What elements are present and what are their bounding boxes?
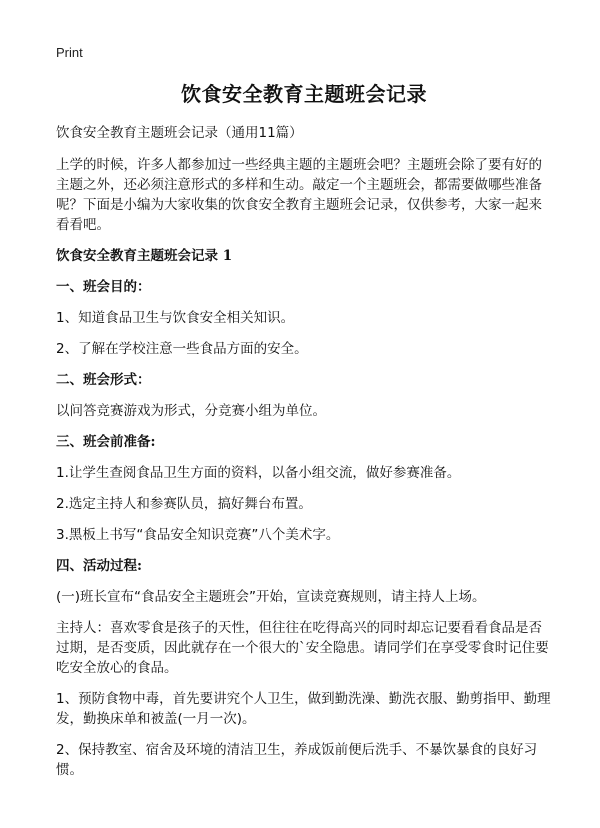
paragraph: 2.选定主持人和参赛队员，搞好舞台布置。 [56, 496, 312, 512]
paragraph: 3.黑板上书写“食品安全知识竞赛”八个美术字。 [56, 527, 340, 543]
paragraph: 2、了解在学校注意一些食品方面的安全。 [56, 341, 308, 357]
paragraph: 2、保持教室、宿舍及环境的清洁卫生，养成饭前便后洗手、不暴饮暴食的良好习惯。 [56, 742, 538, 778]
record-heading: 饮食安全教育主题班会记录 1 [56, 248, 233, 264]
print-link[interactable]: Print [56, 45, 83, 60]
section-heading: 四、活动过程: [56, 558, 142, 574]
paragraph: 1、预防食物中毒，首先要讲究个人卫生，做到勤洗澡、勤洗衣服、勤剪指甲、勤理发，勤换床单和被盖(一月一次)。 [56, 691, 551, 727]
paragraph: (一)班长宣布“食品安全主题班会”开始，宣读竞赛规则，请主持人上场。 [56, 589, 486, 605]
document-body [56, 78, 552, 791]
intro-paragraph: 上学的时候，许多人都参加过一些经典主题的主题班会吧？主题班会除了要有好的主题之外，还必须注意形式的多样和生动。敲定一个主题班会，都需要做哪些准备呢？下面是小编为大家收集的饮食安全教育主题班会记录，仅供参考，大家一起来看看吧。 [56, 157, 542, 233]
paragraph: 以问答竞赛游戏为形式，分竞赛小组为单位。 [56, 403, 326, 419]
section-heading: 二、班会形式： [56, 372, 151, 388]
paragraph: 主持人：喜欢零食是孩子的天性，但往往在吃得高兴的同时却忘记要看看食品是否过期，是否变质，因此就存在一个很大的`安全隐患。请同学们在享受零食时记住要吃安全放心的食品。 [56, 620, 549, 676]
paragraph: 1、知道食品卫生与饮食安全相关知识。 [56, 310, 295, 326]
paragraph: 1.让学生查阅食品卫生方面的资料，以备小组交流，做好参赛准备。 [56, 465, 461, 481]
section-heading: 一、班会目的： [56, 279, 151, 295]
section-heading: 三、班会前准备: [56, 434, 156, 450]
document-subtitle: 饮食安全教育主题班会记录（通用11篇） [56, 125, 303, 141]
document-title: 饮食安全教育主题班会记录 [181, 82, 427, 106]
